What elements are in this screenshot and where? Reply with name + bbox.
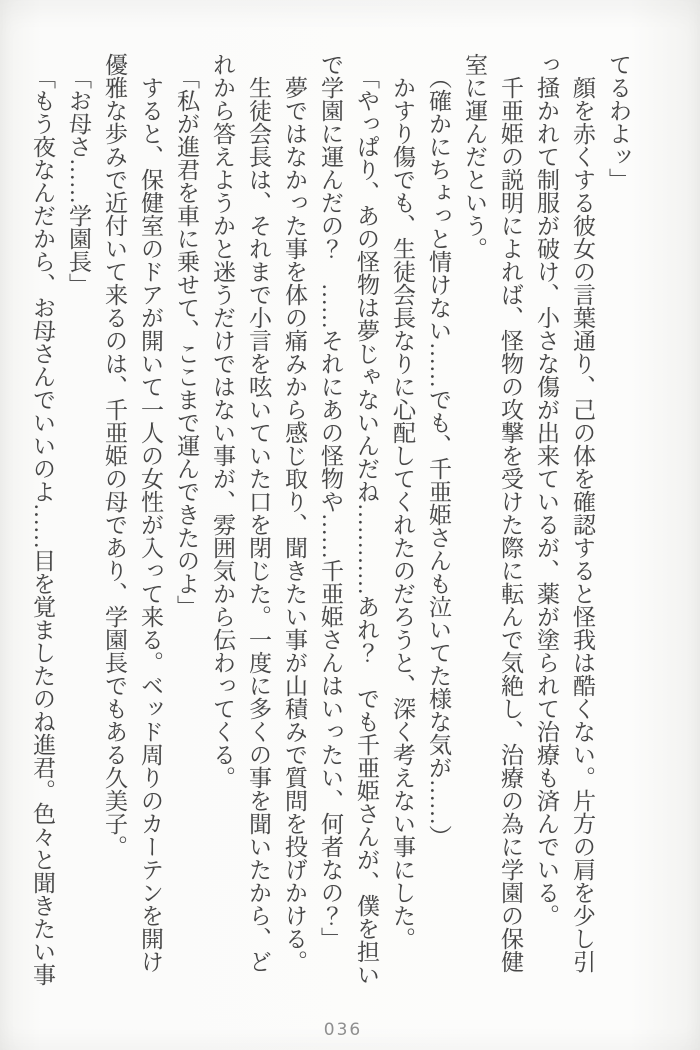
page-number: 036 — [323, 1020, 363, 1040]
paragraph: 生徒会長は、それまで小言を呟いていた口を閉じた。一度に多くの事を聞いたから、どれから答えようかと迷うだけではない事が、雰囲気から伝わってくる。 — [210, 53, 271, 973]
vertical-text-block — [24, 53, 636, 995]
paragraph: すると、保健室のドアが開いて一人の女性が入って来る。ベッド周りのカーテンを開け優雅な歩みで近付いて来るのは、千亜姫の母であり、学園長でもある久美子。 — [102, 53, 163, 973]
paragraph: 夢ではなかった事を体の痛みから感じ取り、聞きたい事が山積みで質問を投げかける。 — [282, 76, 307, 973]
paragraph: 「もう夜なんだから、お母さんでいいのよ……目を覚ましたのね進君。色々と聞きたい事 — [30, 65, 55, 986]
paragraph: 千亜姫の説明によれば、怪物の攻撃を受けた際に転んで気絶し、治療の為に学園の保健室に運んだという。 — [462, 53, 523, 973]
paragraph: 「私が進君を車に乗せて、ここまで運んできたのよ」 — [174, 65, 199, 618]
paragraph: 「やっぱり、あの怪物は夢じゃないんだね…………あれ？ でも千亜姫さんが、僕を担いで学園に運んだの？ ……それにあの怪物や……千亜姫さんはいったい、何者なの？」 — [318, 53, 379, 986]
paragraph: （確かにちょっと情けない……でも、千亜姫さんも泣いてた様な気が……） — [426, 65, 451, 848]
paragraph: かすり傷でも、生徒会長なりに心配してくれたのだろうと、深く考えない事にした。 — [390, 76, 415, 950]
paragraph: 「お母さ……学園長」 — [66, 65, 91, 296]
paragraph: 顔を赤くする彼女の言葉通り、己の体を確認すると怪我は酷くない。片方の肩を少し引っ掻かれて制服が破け、小さな傷が出来ているが、薬が塗られて治療も済んでいる。 — [534, 53, 595, 973]
paragraph: てるわよッ」 — [606, 53, 631, 191]
